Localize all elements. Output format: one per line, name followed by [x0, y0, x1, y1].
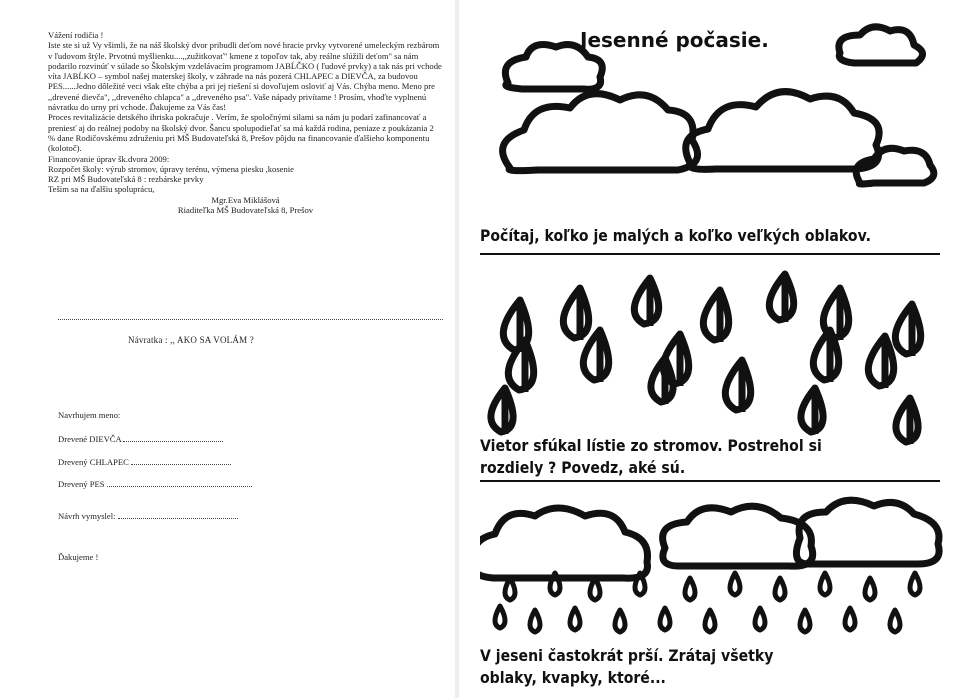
field-girl[interactable] — [58, 433, 223, 444]
field-girl-blank[interactable] — [123, 433, 223, 442]
field-author-blank[interactable] — [118, 510, 238, 519]
rain-cloud-2 — [663, 506, 813, 566]
field-boy-label: Drevený CHLAPEC — [58, 457, 129, 467]
left-page-letter — [48, 30, 443, 670]
letter-greeting: Vážení rodičia ! — [48, 30, 104, 40]
large-cloud-2 — [686, 92, 879, 170]
return-slip-title: Návratka : ,, AKO SA VOLÁM ? — [128, 335, 254, 345]
worksheet-title: Jesenné počasie. — [580, 28, 769, 52]
field-dog-label: Drevený PES — [58, 479, 105, 489]
funding-line-2: RZ pri MŠ Budovateľská 8 : rezbárske prvky — [48, 174, 204, 185]
field-dog-blank[interactable] — [107, 478, 252, 487]
field-dog[interactable] — [58, 478, 252, 489]
large-cloud-1 — [503, 94, 698, 171]
letter-paragraph-1: Iste ste si už Vy všimli, že na náš školský dvor pribudli deťom nové hracie prvky vytvorené umeleckým rezbárom v ľudovom štýle. Prvotnú myšlienku....,,zužitkovať" kmene z topoľov tak, aby reálne slúžili deťom" sa nám podarilo rozvinúť v súlade so Školským vzdelávacím programom JABĹČKO ( ľudové prvky) a tak nás pri vchode víta JABĹKO – symbol našej materskej školy, v záhrade na nás pozerá CHLAPEC a DIEVČA, za budovou PES......Jedno dôležité veci však ešte chýba a pri jej riešení si dovoľujem osloviť aj Vás. Chýba meno. Meno pre ,,drevené dievča", ,,dreveného chlapca" a ,,dreveného psa". Vaše nápady privítame ! Prosím, vhoďte vyplnenú návratku do urny pri vchode. Ďakujeme za Vás čas! — [48, 40, 442, 113]
propose-label: Navrhujem meno: — [58, 410, 121, 420]
task-1-text: Počítaj, koľko je malých a koľko veľkých oblakov. — [480, 226, 871, 245]
right-page-worksheet — [480, 18, 950, 698]
letter-body — [48, 30, 443, 215]
letter-closing: Teším sa na ďalšiu spoluprácu, — [48, 184, 155, 195]
small-cloud-2 — [839, 27, 923, 63]
funding-title: Financovanie úprav šk.dvora 2009: — [48, 153, 170, 164]
signature-name: Mgr.Eva Miklášová — [211, 194, 280, 205]
field-author-label: Návrh vymyslel: — [58, 511, 116, 521]
leaves-group — [491, 274, 921, 444]
field-author[interactable] — [58, 510, 238, 521]
section-rule-1 — [480, 253, 940, 255]
field-boy-blank[interactable] — [131, 456, 231, 465]
rain-cloud-3 — [796, 500, 939, 564]
task-2-line-2: rozdiely ? Povedz, aké sú. — [480, 458, 686, 477]
letter-paragraph-2: Proces revitalizácie detského ihriska pokračuje . Verím, že spoločnými silami sa nám ju podarí zafinancovať a preniesť aj do reálnej podoby na školský dvor. Šancu spolupodieľať sa má každá rodina, peniaze z poukázania 2 % dane Rodičovskému združeniu pri MŠ Budovateľská 8, Prešov pôjdu na financovanie ďalšieho komponentu (kolotoč). — [48, 112, 434, 154]
field-girl-label: Drevené DIEVČA — [58, 434, 122, 444]
field-boy[interactable] — [58, 456, 231, 467]
cut-line-divider — [58, 319, 443, 320]
thanks-text: Ďakujeme ! — [58, 552, 99, 562]
funding-line-1: Rozpočet školy: výrub stromov, úpravy terénu, výmena piesku ,kosenie — [48, 163, 294, 174]
task-2-line-1: Vietor sfúkal lístie zo stromov. Postrehol si — [480, 436, 822, 455]
task-3-line-2: oblaky, kvapky, ktoré... — [480, 668, 666, 687]
task-3-line-1: V jeseni častokrát prší. Zrátaj všetky — [480, 646, 774, 665]
rain-cloud-1 — [480, 508, 648, 578]
signature-role: Riaditeľka MŠ Budovateľská 8, Prešov — [177, 205, 314, 216]
section-rule-2 — [480, 480, 940, 482]
worksheet-drawings — [480, 18, 950, 698]
page-gutter — [455, 0, 459, 698]
raindrops-group — [495, 573, 920, 632]
